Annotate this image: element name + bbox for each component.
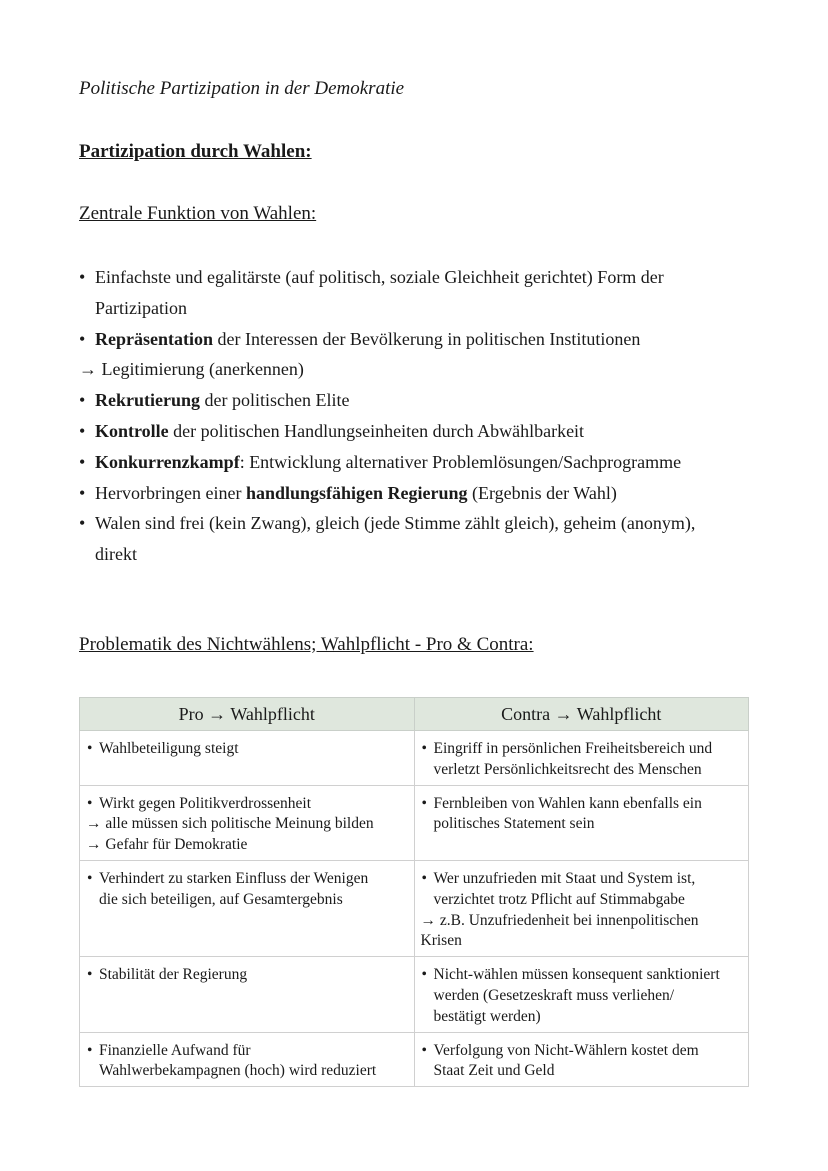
table-row (80, 957, 749, 1032)
table-header-row (80, 698, 749, 731)
cell-text: die sich beteiligen, auf Gesamtergebnis (99, 890, 343, 908)
list-item-text: → Legitimierung (anerkennen) (79, 359, 304, 380)
cell-text: • Fernbleiben von Wahlen kann ebenfalls ein (421, 794, 743, 815)
cell-text: • Finanzielle Aufwand für (86, 1041, 408, 1062)
contra-cell (414, 731, 749, 786)
list-item-bold: Kontrolle (95, 420, 169, 441)
table-row (80, 785, 749, 860)
list-item (79, 416, 769, 447)
cell-text: • Wahlbeteiligung steigt (86, 739, 408, 760)
list-item-text: der Interessen der Bevölkerung in politischen Institutionen (213, 328, 641, 349)
table-row (80, 860, 749, 956)
cell-text: • Verhindert zu starken Einfluss der Wenigen (86, 869, 408, 890)
table-row (80, 731, 749, 786)
cell-text: Krisen (420, 932, 462, 950)
subheading-functions: Zentrale Funktion von Wahlen: (79, 203, 317, 224)
list-item (79, 478, 769, 509)
list-item-text: Walen sind frei (kein Zwang), gleich (jede Stimme zählt gleich), geheim (anonym), (95, 513, 696, 534)
list-item-bold: Rekrutierung (95, 390, 200, 411)
cell-text: bestätigt werden) (433, 1007, 541, 1025)
cell-text: Staat Zeit und Geld (433, 1062, 555, 1080)
cell-text: • Wer unzufrieden mit Staat und System ist, (421, 869, 743, 890)
cell-text: → alle müssen sich politische Meinung bilden (86, 815, 374, 833)
list-item (79, 508, 769, 570)
list-item-text: Einfachste und egalitärste (auf politisch, soziale Gleichheit gerichtet) Form der (95, 267, 664, 287)
pro-contra-table-wrapper (79, 697, 749, 1087)
list-item-arrow (79, 354, 769, 385)
list-item-text: Hervorbringen einer (95, 482, 246, 503)
list-item-text: : Entwicklung alternativer Problemlösungen/Sachprogramme (239, 451, 682, 472)
cell-text: → Gefahr für Demokratie (86, 836, 248, 854)
functions-list (79, 262, 769, 570)
pro-cell (80, 785, 415, 860)
document-title: Politische Partizipation in der Demokratie (79, 78, 405, 99)
list-item-text: Partizipation (95, 297, 187, 318)
cell-text: verzichtet trotz Pflicht auf Stimmabgabe (433, 890, 685, 908)
contra-cell (414, 1032, 749, 1087)
cell-text: politisches Statement sein (433, 815, 595, 833)
cell-text: verletzt Persönlichkeitsrecht des Menschen (433, 760, 702, 778)
list-item (79, 262, 769, 324)
list-item-text: (Ergebnis der Wahl) (467, 482, 617, 503)
header-contra: Contra → Wahlpflicht (414, 698, 749, 731)
cell-text: • Stabilität der Regierung (86, 965, 408, 986)
list-item-bold: Repräsentation (95, 328, 213, 349)
cell-text: • Verfolgung von Nicht-Wählern kostet dem (421, 1041, 743, 1062)
list-item-text: der politischen Handlungseinheiten durch Abwählbarkeit (168, 420, 585, 441)
cell-text: • Nicht-wählen müssen konsequent sanktioniert (421, 965, 743, 986)
pro-cell (80, 1032, 415, 1087)
contra-cell (414, 785, 749, 860)
pro-contra-table (79, 697, 749, 1087)
list-item-text: direkt (95, 544, 137, 565)
cell-text: Wahlwerbekampagnen (hoch) wird reduziert (99, 1062, 377, 1080)
header-pro: Pro → Wahlpflicht (80, 698, 415, 731)
list-item-bold: handlungsfähigen Regierung (245, 482, 468, 503)
list-item-bold: Konkurrenzkampf (95, 451, 240, 472)
subheading-problem: Problematik des Nichtwählens; Wahlpflicht - Pro & Contra: (79, 634, 534, 655)
cell-text: → z.B. Unzufriedenheit bei innenpolitischen (420, 911, 699, 929)
pro-cell (80, 957, 415, 1032)
list-item-text: der politischen Elite (200, 390, 350, 411)
cell-text: • Eingriff in persönlichen Freiheitsbereich und (421, 739, 743, 760)
table-row (80, 1032, 749, 1087)
contra-cell (414, 957, 749, 1032)
cell-text: • Wirkt gegen Politikverdrossenheit (86, 794, 408, 815)
list-item (79, 385, 769, 416)
list-item (79, 324, 769, 355)
cell-text: werden (Gesetzeskraft muss verliehen/ (433, 986, 675, 1004)
list-item (79, 447, 769, 478)
pro-cell (80, 860, 415, 956)
contra-cell (414, 860, 749, 956)
pro-cell (80, 731, 415, 786)
section-heading: Partizipation durch Wahlen: (79, 141, 312, 162)
